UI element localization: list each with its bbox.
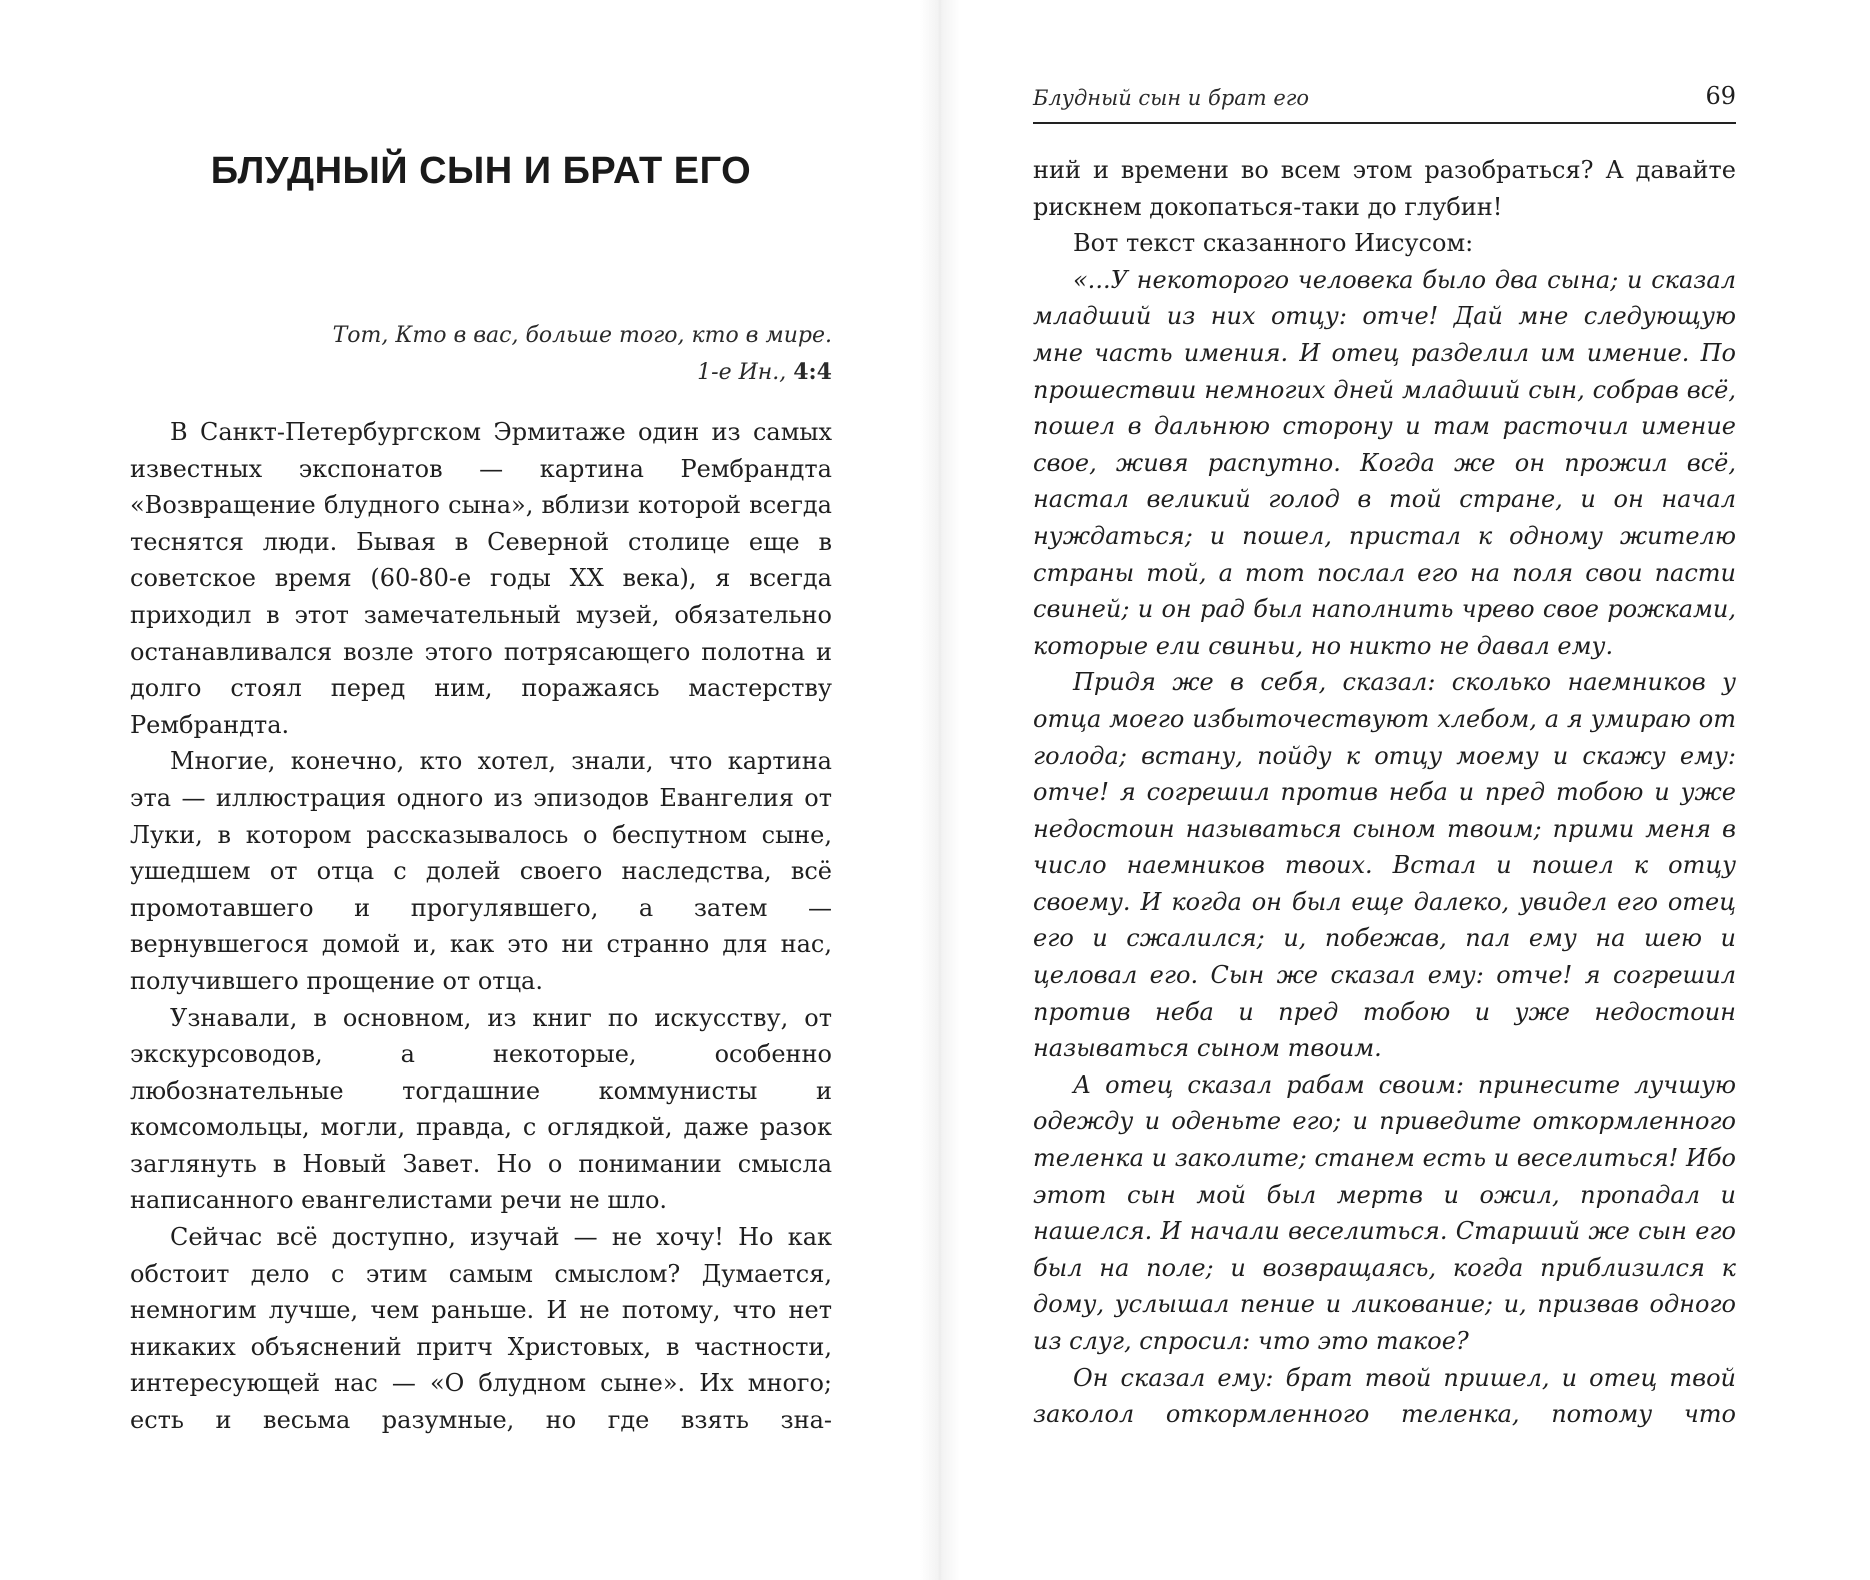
running-header [1033,82,1736,124]
running-title: Блудный сын и брат его [1033,86,1310,110]
paragraph: Узнавали, в основном, из книг по искусству, от экскурсоводов, а некоторые, особенно любознательные тогдашние коммунисты и комсомольцы, могли, правда, с оглядкой, даже разок заглянуть в Новый Завет. Но о понимании смысла написанного евангелистами речи не шло. [130,1003,832,1215]
epigraph-reference-verse: 4:4 [793,359,832,385]
left-body-text [130,414,832,1439]
quote-paragraph: А отец сказал рабам своим: принесите лучшую одежду и оденьте его; и приведите откормленного теленка и заколите; станем есть и веселиться! Ибо этот сын мой был мертв и ожил, пропадал и нашелся. И начали веселиться. Старший же сын его был на поле; и возвращаясь, когда приблизился к дому, услышал пение и ликование; и, призвав одного из слуг, спросил: что это такое? [1033,1070,1736,1355]
epigraph-reference-book: 1-е Ин., [697,360,794,385]
book-gutter [920,0,960,1580]
quote-paragraph: «...У некоторого человека было два сына; и сказал младший из них отцу: отче! Дай мне следующую мне часть имения. И отец разделил им имение. По прошествии немногих дней младший сын, собрав всё, пошел в дальнюю сторону и там расточил имение свое, живя распутно. Когда же он прожил всё, настал великий голод в той стране, и он начал нуждаться; и пошел, пристал к одному жителю страны той, а тот послал его на поля свои пасти свиней; и он рад был наполнить чрево свое рожками, которые ели свиньи, но никто не давал ему. [1033,265,1736,660]
paragraph: Многие, конечно, кто хотел, знали, что картина эта — иллюстрация одного из эпизодов Евангелия от Луки, в котором рассказывалось о беспутном сыне, ушедшем от отца с долей своего наследства, всё промотавшего и прогулявшего, а затем — вернувшегося домой и, как это ни странно для нас, получившего прощение от отца. [130,747,832,995]
chapter-title: БЛУДНЫЙ СЫН И БРАТ ЕГО [210,150,752,192]
paragraph: Сейчас всё доступно, изучай — не хочу! Но как обстоит дело с этим самым смыслом? Думается, немногим лучше, чем раньше. И не потому, что нет никаких объяснений притч Христовых, в частности, интересующей нас — «О блудном сыне». Их много; есть и весьма разумные, но где взять зна- [130,1223,832,1435]
paragraph: Вот текст сказанного Иисусом: [1073,229,1474,258]
paragraph: В Санкт-Петербургском Эрмитаже один из самых известных экспонатов — картина Рембрандта «Возвращение блудного сына», вблизи которой всегда теснятся люди. Бывая в Северной столице еще в советское время (60-80-е годы XX века), я всегда приходил в этот замечательный музей, обязательно останавливался возле этого потрясающего полотна и долго стоял перед ним, поражаясь мастерству Рембрандта. [130,418,832,739]
epigraph-reference [130,354,832,391]
right-body-text [1033,152,1736,1433]
page-number: 69 [1705,82,1736,110]
quote-paragraph: Придя же в себя, сказал: сколько наемников у отца моего избыточествуют хлебом, а я умираю от голода; встану, пойду к отцу моему и скажу ему: отче! я согрешил против неба и пред тобою и уже недостоин называться сыном твоим; прими меня в число наемников твоих. Встал и пошел к отцу своему. И когда он был еще далеко, увидел его отец его и сжалился; и, побежав, пал ему на шею и целовал его. Сын же сказал ему: отче! я согрешил против неба и пред тобою и уже недостоин называться сыном твоим. [1033,668,1736,1063]
quote-paragraph: Он сказал ему: брат твой пришел, и отец твой заколол откормленного теленка, потому что [1033,1363,1736,1429]
paragraph: ний и времени во всем этом разобраться? А давайте рискнем докопаться-таки до глубин! [1033,156,1736,221]
epigraph [130,318,832,391]
epigraph-text: Тот, Кто в вас, больше того, кто в мире. [332,323,832,348]
